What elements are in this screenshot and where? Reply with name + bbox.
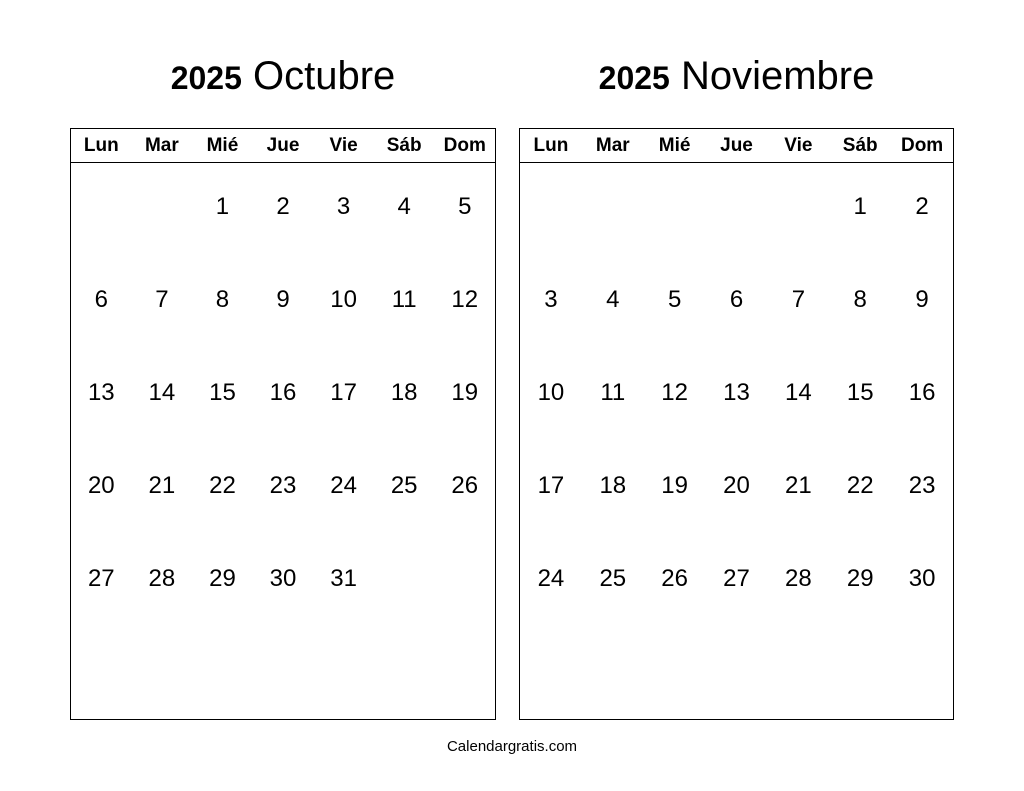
weekday-label: Lun xyxy=(533,135,569,156)
day-cell: 26 xyxy=(661,565,688,592)
day-cell: 31 xyxy=(330,565,357,592)
day-cell: 9 xyxy=(915,286,929,313)
day-cell xyxy=(767,163,829,256)
weekday-label: Lun xyxy=(83,135,119,156)
week-row xyxy=(71,349,495,442)
week-row xyxy=(520,163,953,256)
day-cell: 5 xyxy=(458,193,472,220)
calendar-grid xyxy=(519,128,954,720)
day-cell: 17 xyxy=(330,379,357,406)
month-year: 2025 xyxy=(170,60,242,96)
weekday-label: Mié xyxy=(206,135,239,156)
day-cell: 13 xyxy=(723,379,750,406)
day-cell: 30 xyxy=(269,565,297,592)
day-cell: 2 xyxy=(915,193,929,220)
day-cell: 16 xyxy=(908,379,936,406)
day-cell: 19 xyxy=(661,472,688,499)
day-cell: 14 xyxy=(785,379,812,406)
day-cell: 26 xyxy=(451,472,479,499)
day-cell: 22 xyxy=(209,472,236,499)
month-name: Octubre xyxy=(253,54,396,98)
day-cell xyxy=(582,163,644,256)
day-cell: 19 xyxy=(451,379,479,406)
day-cell: 23 xyxy=(269,472,297,499)
day-cell: 7 xyxy=(155,286,169,313)
day-cell: 20 xyxy=(87,472,115,499)
day-cell: 10 xyxy=(537,379,565,406)
day-cell: 18 xyxy=(390,379,418,406)
day-cell: 25 xyxy=(599,565,627,592)
day-cell: 1 xyxy=(215,193,230,220)
day-cell: 18 xyxy=(599,472,627,499)
weekday-label: Jue xyxy=(720,135,753,156)
day-cell: 12 xyxy=(661,379,688,406)
month-year: 2025 xyxy=(598,60,670,96)
day-cell: 5 xyxy=(667,286,682,313)
day-cell: 6 xyxy=(729,286,744,313)
week-row xyxy=(520,442,953,535)
day-cell: 8 xyxy=(853,286,867,313)
day-cell: 24 xyxy=(330,472,357,499)
weekday-label: Mié xyxy=(658,135,691,156)
weeks-container xyxy=(71,163,495,628)
day-cell: 25 xyxy=(390,472,418,499)
day-cell: 27 xyxy=(87,565,115,592)
month-title xyxy=(70,52,496,102)
calendar-grid xyxy=(70,128,496,720)
day-cell: 12 xyxy=(451,286,479,313)
day-cell: 16 xyxy=(269,379,297,406)
day-cell: 3 xyxy=(544,286,558,313)
day-cell: 3 xyxy=(336,193,351,220)
week-row xyxy=(520,535,953,628)
day-cell: 21 xyxy=(785,472,812,499)
day-cell: 29 xyxy=(209,565,236,592)
day-cell: 10 xyxy=(330,286,357,313)
week-row xyxy=(520,256,953,349)
day-cell: 6 xyxy=(94,286,108,313)
weekday-label: Vie xyxy=(784,135,813,156)
month-name: Noviembre xyxy=(680,54,875,98)
weekday-label: Dom xyxy=(900,135,944,156)
weekday-label: Sáb xyxy=(386,135,422,156)
day-cell: 4 xyxy=(606,286,620,313)
day-cell: 24 xyxy=(537,565,565,592)
day-cell xyxy=(520,163,582,256)
week-row xyxy=(71,163,495,256)
day-cell: 27 xyxy=(723,565,750,592)
weeks-container xyxy=(520,163,953,628)
day-cell: 29 xyxy=(846,565,874,592)
weekday-label: Jue xyxy=(266,135,300,156)
week-row xyxy=(71,442,495,535)
weekday-label: Mar xyxy=(595,135,630,156)
day-cell: 15 xyxy=(846,379,874,406)
day-cell: 28 xyxy=(148,565,176,592)
day-cell xyxy=(644,163,706,256)
day-cell: 11 xyxy=(600,379,626,406)
weekday-label: Sáb xyxy=(842,135,878,156)
day-cell: 17 xyxy=(537,472,565,499)
day-cell: 1 xyxy=(853,193,867,220)
day-cell: 28 xyxy=(785,565,812,592)
day-cell: 21 xyxy=(148,472,176,499)
day-cell: 8 xyxy=(215,286,230,313)
day-cell xyxy=(434,535,495,628)
day-cell: 14 xyxy=(148,379,176,406)
day-cell: 13 xyxy=(87,379,115,406)
week-row xyxy=(71,535,495,628)
week-row xyxy=(71,256,495,349)
day-cell xyxy=(706,163,768,256)
day-cell: 23 xyxy=(908,472,936,499)
day-cell xyxy=(374,535,435,628)
day-cell: 15 xyxy=(209,379,236,406)
month-title xyxy=(519,52,954,102)
footer-website: Calendargratis.com xyxy=(446,738,578,755)
day-cell: 7 xyxy=(791,286,806,313)
weekday-header-row xyxy=(71,129,495,163)
day-cell: 30 xyxy=(908,565,936,592)
day-cell xyxy=(132,163,193,256)
day-cell: 20 xyxy=(723,472,750,499)
weekday-label: Dom xyxy=(443,135,486,156)
weekday-label: Mar xyxy=(144,135,179,156)
day-cell: 2 xyxy=(276,193,290,220)
day-cell: 11 xyxy=(391,286,417,313)
day-cell: 22 xyxy=(846,472,874,499)
day-cell: 9 xyxy=(276,286,290,313)
day-cell: 4 xyxy=(397,193,411,220)
weekday-header-row xyxy=(520,129,953,163)
week-row xyxy=(520,349,953,442)
weekday-label: Vie xyxy=(329,135,358,156)
day-cell xyxy=(71,163,132,256)
